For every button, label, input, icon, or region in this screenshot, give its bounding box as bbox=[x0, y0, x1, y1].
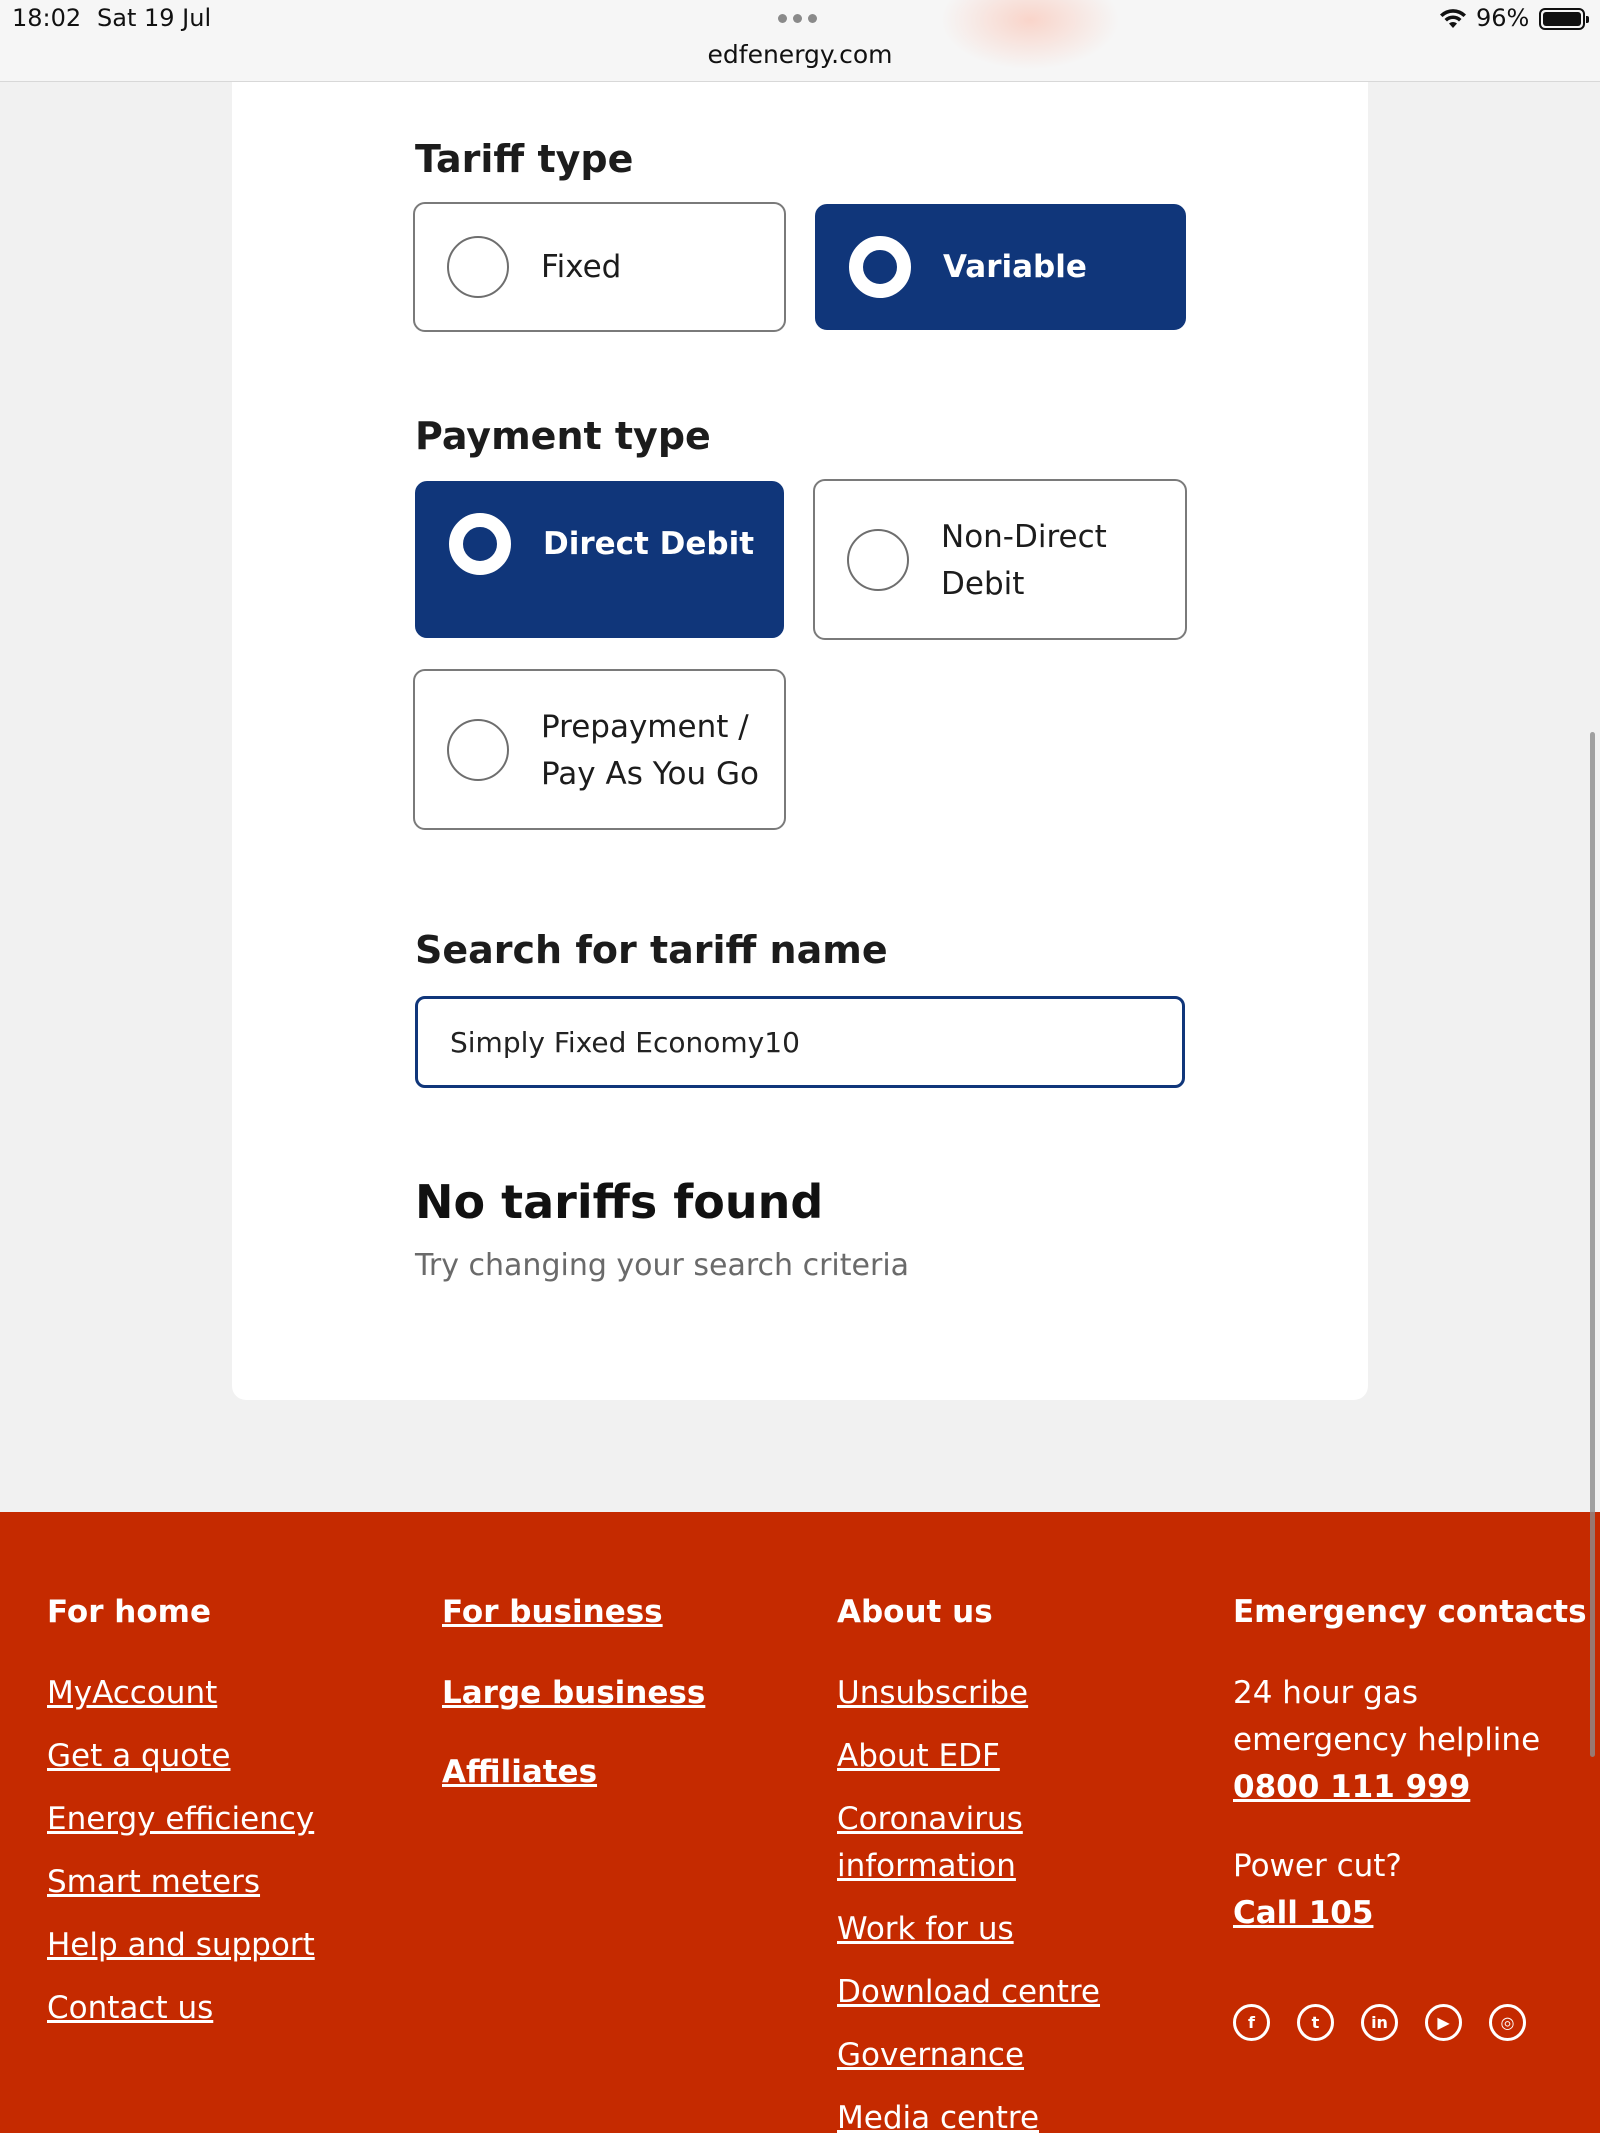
status-time: 18:02 bbox=[12, 4, 82, 32]
radio-unchecked-icon[interactable] bbox=[447, 719, 509, 781]
wifi-icon bbox=[1438, 8, 1468, 30]
battery-icon bbox=[1539, 8, 1585, 30]
footer-link-unsubscribe[interactable]: Unsubscribe bbox=[837, 1675, 1029, 1711]
power-cut-text: Power cut? bbox=[1233, 1848, 1402, 1884]
scrollbar-thumb[interactable] bbox=[1590, 732, 1595, 1757]
facebook-icon[interactable]: f bbox=[1233, 2004, 1270, 2041]
footer-link-large-business[interactable]: Large business bbox=[442, 1675, 706, 1711]
radio-unchecked-icon[interactable] bbox=[847, 529, 909, 591]
footer-link-contact-us[interactable]: Contact us bbox=[47, 1990, 214, 2026]
tariff-option-label: Fixed bbox=[541, 249, 622, 285]
payment-option-non-direct-debit[interactable] bbox=[813, 479, 1187, 640]
tariff-type-title: Tariff type bbox=[415, 137, 634, 181]
status-date: Sat 19 Jul bbox=[97, 4, 212, 32]
tariff-option-fixed[interactable] bbox=[413, 202, 786, 332]
footer-link-help-support[interactable]: Help and support bbox=[47, 1927, 315, 1963]
no-results-title: No tariffs found bbox=[415, 1175, 824, 1229]
payment-option-prepayment[interactable] bbox=[413, 669, 786, 830]
gas-helpline-number[interactable]: 0800 111 999 bbox=[1233, 1769, 1471, 1805]
footer-heading-home: For home bbox=[47, 1594, 211, 1630]
site-footer bbox=[0, 1512, 1600, 2133]
radio-checked-icon[interactable] bbox=[849, 236, 911, 298]
payment-option-label: Direct Debit bbox=[543, 526, 755, 562]
instagram-icon[interactable]: ◎ bbox=[1489, 2004, 1526, 2041]
address-bar-url[interactable]: edfenergy.com bbox=[707, 40, 893, 69]
footer-link-coronavirus-line2[interactable]: information bbox=[837, 1848, 1016, 1884]
tariff-option-label: Variable bbox=[943, 249, 1087, 285]
footer-link-work-for-us[interactable]: Work for us bbox=[837, 1911, 1014, 1947]
radio-unchecked-icon[interactable] bbox=[447, 236, 509, 298]
footer-link-coronavirus[interactable]: Coronavirus bbox=[837, 1801, 1023, 1837]
footer-link-myaccount[interactable]: MyAccount bbox=[47, 1675, 218, 1711]
battery-percent: 96% bbox=[1476, 4, 1530, 32]
footer-heading-business[interactable]: For business bbox=[442, 1594, 663, 1630]
tariff-search-input[interactable] bbox=[415, 996, 1185, 1088]
footer-link-smart-meters[interactable]: Smart meters bbox=[47, 1864, 261, 1900]
gas-helpline-text-line2: emergency helpline bbox=[1233, 1722, 1541, 1758]
social-links bbox=[1233, 2004, 1526, 2041]
payment-option-label: Prepayment / Pay As You Go bbox=[541, 709, 759, 792]
footer-link-download-centre[interactable]: Download centre bbox=[837, 1974, 1101, 2010]
payment-type-title: Payment type bbox=[415, 414, 711, 458]
footer-link-affiliates[interactable]: Affiliates bbox=[442, 1754, 598, 1790]
multitasking-dots-icon[interactable] bbox=[778, 14, 817, 23]
radio-checked-icon[interactable] bbox=[449, 513, 511, 575]
linkedin-icon[interactable]: in bbox=[1361, 2004, 1398, 2041]
status-bar bbox=[0, 0, 1600, 82]
power-cut-call-link[interactable]: Call 105 bbox=[1233, 1895, 1374, 1931]
payment-option-direct-debit[interactable] bbox=[415, 481, 784, 638]
footer-link-energy-efficiency[interactable]: Energy efficiency bbox=[47, 1801, 315, 1837]
tariff-option-variable[interactable] bbox=[815, 204, 1186, 330]
footer-link-governance[interactable]: Governance bbox=[837, 2037, 1025, 2073]
youtube-icon[interactable]: ▶ bbox=[1425, 2004, 1462, 2041]
footer-link-get-a-quote[interactable]: Get a quote bbox=[47, 1738, 231, 1774]
search-title: Search for tariff name bbox=[415, 928, 888, 972]
footer-heading-emergency: Emergency contacts bbox=[1233, 1594, 1587, 1630]
gas-helpline-text-line1: 24 hour gas bbox=[1233, 1675, 1418, 1711]
no-results-subtitle: Try changing your search criteria bbox=[415, 1248, 910, 1283]
payment-option-label: Non-Direct Debit bbox=[941, 519, 1107, 602]
footer-heading-about: About us bbox=[837, 1594, 993, 1630]
twitter-icon[interactable]: t bbox=[1297, 2004, 1334, 2041]
footer-link-about-edf[interactable]: About EDF bbox=[837, 1738, 1000, 1774]
footer-link-media-centre[interactable]: Media centre bbox=[837, 2100, 1040, 2133]
